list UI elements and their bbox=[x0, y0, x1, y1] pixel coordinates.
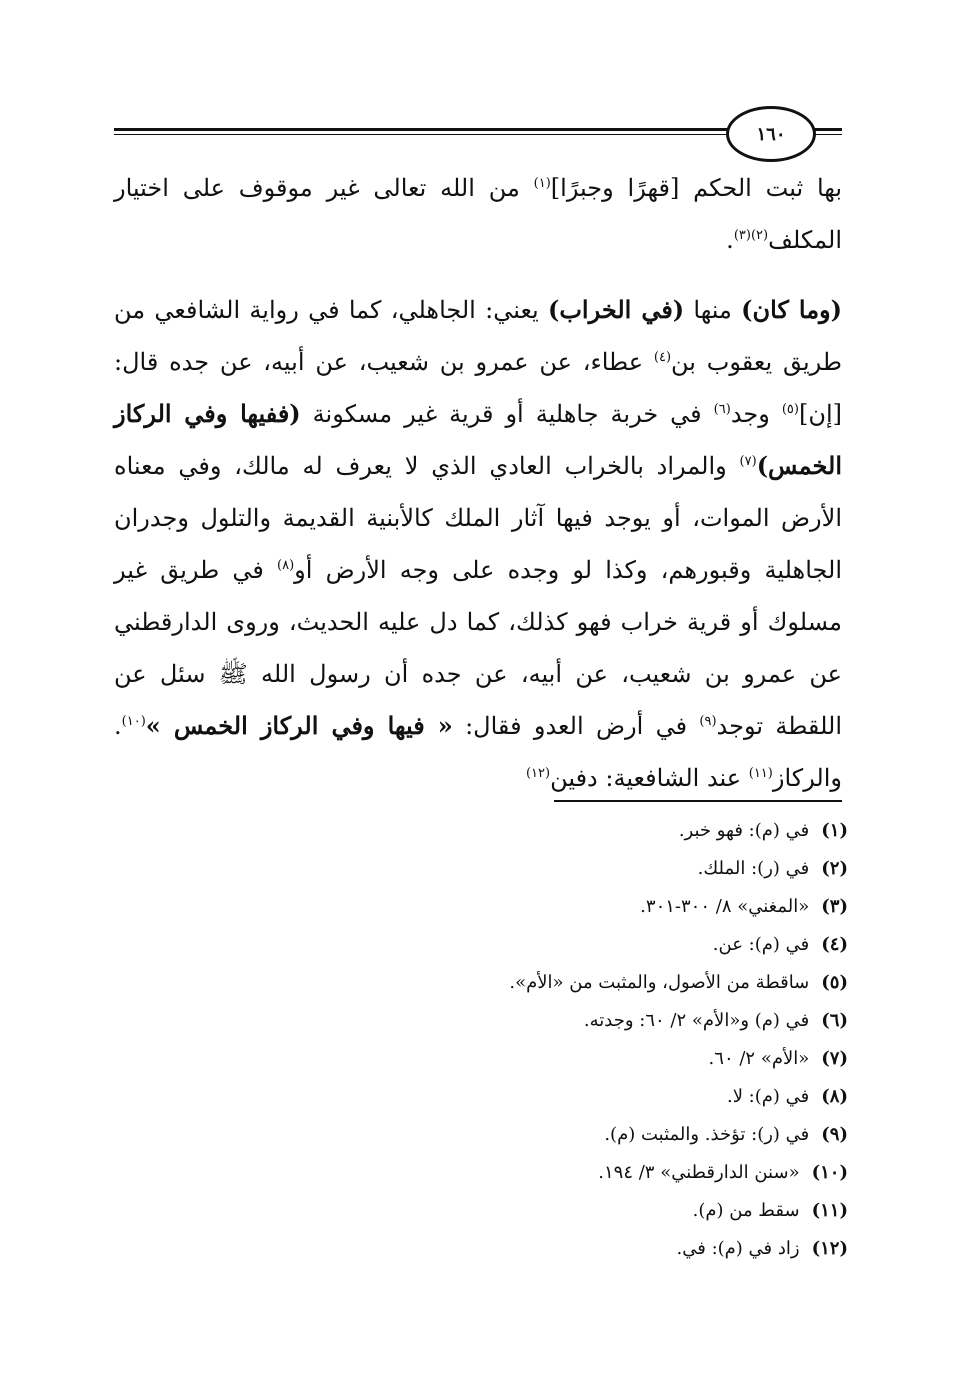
footnote-number: (٩) bbox=[821, 1124, 848, 1145]
footnote bbox=[300, 926, 848, 964]
text-run: وجد bbox=[730, 400, 782, 428]
footnote-number: (٤) bbox=[821, 934, 848, 955]
footnote-text: في (م): عن. bbox=[712, 934, 810, 955]
footnote-number: (١) bbox=[821, 820, 848, 841]
text-run: بها ثبت الحكم [قهرًا وجبرًا] bbox=[550, 174, 842, 202]
footnote-number: (٨) bbox=[821, 1086, 848, 1107]
footnote-number: (١٢) bbox=[811, 1238, 848, 1259]
text-run: عند الشافعية: دفين bbox=[550, 764, 749, 792]
footnote bbox=[300, 1154, 848, 1192]
footnote-ref: (٧) bbox=[739, 454, 757, 469]
text-run: في أرض العدو فقال: bbox=[452, 712, 700, 740]
bold-phrase: (ففيها وفي الركاز الخمس) bbox=[114, 399, 842, 480]
footnote-number: (٣) bbox=[821, 896, 848, 917]
footnote-text: سقط من (م). bbox=[692, 1200, 800, 1221]
footnote-ref: (٢)(٣) bbox=[733, 228, 769, 243]
footnote-text: «الأم» ٢/ ٦٠. bbox=[708, 1048, 810, 1069]
footnote-text: في (ر): الملك. bbox=[697, 858, 810, 879]
bold-phrase: « فيها وفي الركاز الخمس » bbox=[145, 711, 453, 740]
footnote-text: في (ر): تؤخذ. والمثبت (م). bbox=[604, 1124, 810, 1145]
text-run: في طريق غير مسلوك أو قرية خراب فهو كذلك، كما دل عليه الحديث، وروى الدارقطني عن عمرو بن شعيب، عن أبيه، عن جده أن رسول الله ﷺ سئل عن اللقطة توجد bbox=[114, 556, 843, 740]
main-text bbox=[114, 162, 842, 804]
footnote-ref: (٩) bbox=[699, 714, 717, 729]
page-number: ١٦٠ bbox=[756, 123, 786, 145]
footnote-number: (٥) bbox=[821, 972, 848, 993]
footnote-text: «سنن الدارقطني» ٣/ ١٩٤. bbox=[598, 1162, 800, 1183]
page-number-oval bbox=[726, 106, 816, 162]
footnote-ref: (٨) bbox=[277, 558, 295, 573]
footnote-number: (١١) bbox=[811, 1200, 848, 1221]
footnote bbox=[300, 1002, 848, 1040]
footnote-ref: (١١) bbox=[748, 766, 773, 781]
text-run: يعني: الجاهلي، كما في رواية الشافعي من طريق يعقوب بن bbox=[114, 296, 842, 376]
paragraph bbox=[114, 284, 842, 804]
footnote bbox=[300, 1040, 848, 1078]
text-run: عطاء، عن عمرو بن شعيب، عن أبيه، عن جده قال: [إن] bbox=[114, 348, 843, 428]
footnote-ref: (١) bbox=[533, 176, 551, 191]
footnote-text: في (م): لا. bbox=[726, 1086, 810, 1107]
footnote-number: (٢) bbox=[821, 858, 848, 879]
text-run: . والركاز bbox=[114, 712, 842, 792]
text-run: من الله تعالى غير موقوف على اختيار المكلف bbox=[114, 174, 842, 254]
footnote-ref: (٤) bbox=[653, 350, 672, 365]
footnotes-list bbox=[300, 812, 848, 1268]
text-run: والمراد بالخراب العادي الذي لا يعرف له مالك، وفي معناه الأرض الموات، أو يوجد فيها آثار الملك كالأبنية القديمة والتلول وجدران الجاهلية وقبورهم، وكذا لو وجده على وجه الأرض أو bbox=[114, 452, 842, 584]
footnote bbox=[300, 812, 848, 850]
footnote bbox=[300, 888, 848, 926]
footnote bbox=[300, 1078, 848, 1116]
footnote bbox=[300, 1230, 848, 1268]
footnote-text: «المغني» ٨/ ٣٠٠-٣٠١. bbox=[640, 896, 810, 917]
footnote-text: ساقطة من الأصول، والمثبت من «الأم». bbox=[509, 972, 810, 993]
footnote-number: (١٠) bbox=[811, 1162, 848, 1183]
paragraph bbox=[114, 162, 842, 266]
footnote-ref: (٦) bbox=[713, 402, 731, 417]
footnote-number: (٧) bbox=[821, 1048, 848, 1069]
footnote-text: في (م) و«الأم» ٢/ ٦٠: وجدته. bbox=[583, 1010, 810, 1031]
page-header bbox=[114, 96, 842, 166]
footnote bbox=[300, 964, 848, 1002]
footnote-ref: (٥) bbox=[781, 402, 799, 417]
footnote-text: في (م): فهو خبر. bbox=[678, 820, 810, 841]
text-run: في خربة جاهلية أو قرية غير مسكونة bbox=[300, 400, 714, 428]
footnote bbox=[300, 1192, 848, 1230]
footnote-ref: (١٠) bbox=[121, 714, 146, 729]
footnote-number: (٦) bbox=[821, 1010, 848, 1031]
bold-phrase: (وما كان) bbox=[741, 295, 842, 324]
footnote bbox=[300, 850, 848, 888]
text-run: منها bbox=[684, 296, 742, 324]
text-run: . bbox=[726, 226, 734, 254]
bold-phrase: (في الخراب) bbox=[547, 295, 685, 324]
footnote-separator bbox=[554, 800, 842, 802]
footnote bbox=[300, 1116, 848, 1154]
footnote-ref: (١٢) bbox=[525, 766, 551, 781]
footnote-text: زاد في (م): في. bbox=[676, 1238, 800, 1259]
